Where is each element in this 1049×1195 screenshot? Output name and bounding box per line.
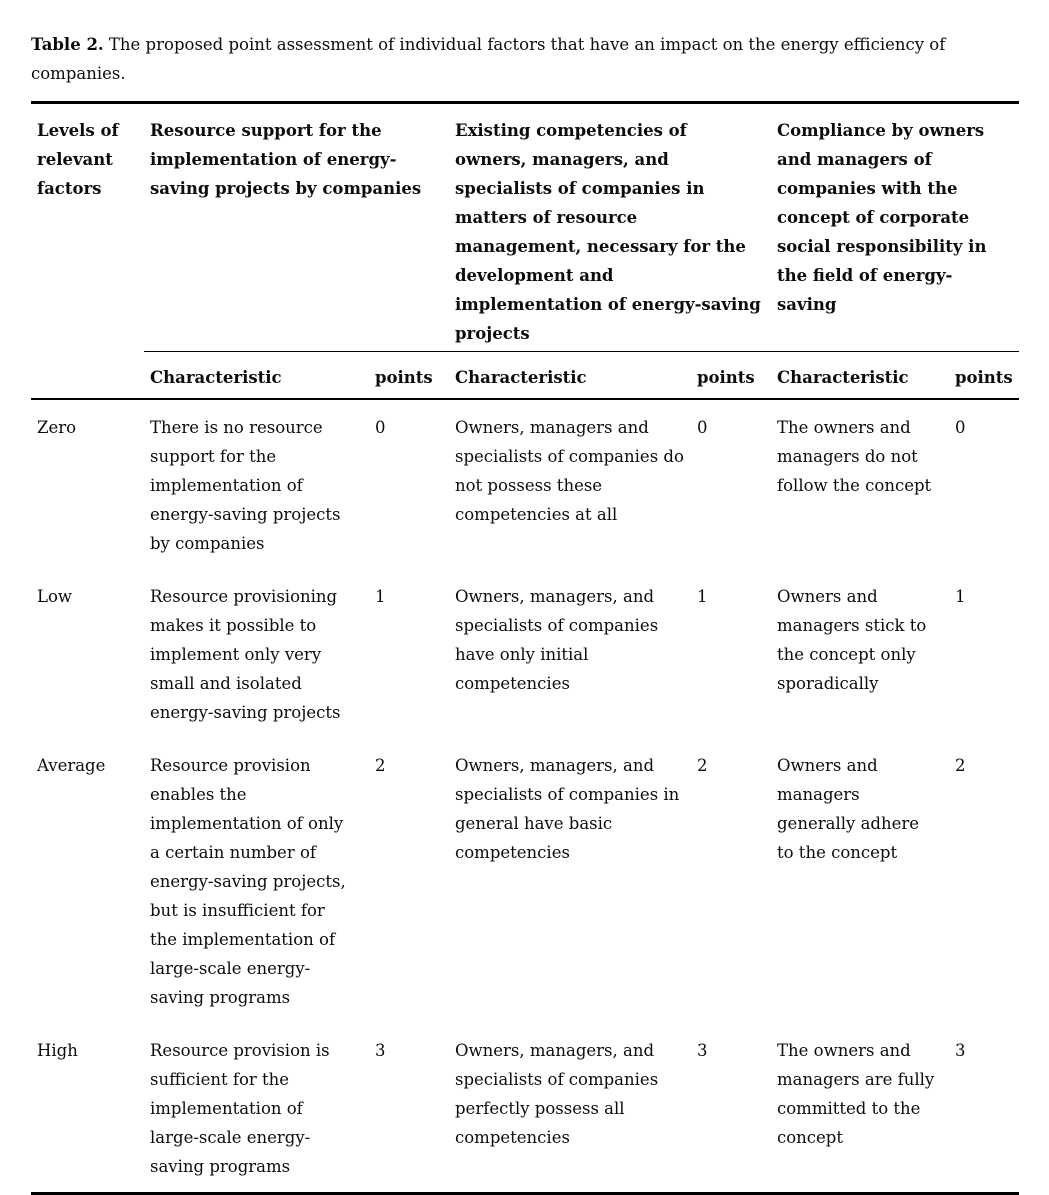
competencies-characteristic-cell: Owners, managers and specialists of companies do not possess these competencies at all <box>455 418 684 524</box>
characteristic-column-header-3: Characteristic <box>771 352 949 400</box>
points-column-header-3: points <box>949 352 1019 400</box>
resource-support-points-cell: 0 <box>375 418 386 437</box>
csr-compliance-characteristic-cell: The owners and managers do not follow the concept <box>777 418 932 495</box>
table-row-high <box>31 1023 1019 1194</box>
table-caption-text: The proposed point assessment of individual factors that have an impact on the energy efficiency of companies. <box>31 35 946 83</box>
assessment-table <box>31 101 1019 1195</box>
table-caption <box>31 30 1009 88</box>
table-header <box>31 103 1019 400</box>
table-caption-label: Table 2. <box>31 35 104 54</box>
resource-support-points-cell: 1 <box>375 587 386 606</box>
resource-support-characteristic-cell: There is no resource support for the implementation of energy-saving projects by companies <box>150 418 341 553</box>
table-row-zero <box>31 399 1019 569</box>
competencies-characteristic-cell: Owners, managers, and specialists of companies in general have basic competencies <box>455 756 680 862</box>
csr-compliance-characteristic-cell: Owners and managers generally adhere to the concept <box>777 756 920 862</box>
competencies-characteristic-cell: Owners, managers, and specialists of companies have only initial competencies <box>455 587 659 693</box>
csr-compliance-points-cell: 0 <box>955 418 966 437</box>
level-cell: High <box>37 1041 78 1060</box>
resource-support-points-cell: 2 <box>375 756 386 775</box>
resource-support-characteristic-cell: Resource provisioning makes it possible to implement only very small and isolated energy-saving projects <box>150 587 341 722</box>
table-row-low <box>31 569 1019 738</box>
csr-compliance-points-cell: 1 <box>955 587 966 606</box>
group-header-competencies: Existing competencies of owners, managers, and specialists of companies in matters of resource management, necessary for the development and implementation of energy-saving projects <box>449 103 771 352</box>
resource-support-points-cell: 3 <box>375 1041 386 1060</box>
competencies-characteristic-cell: Owners, managers, and specialists of companies perfectly possess all competencies <box>455 1041 659 1147</box>
levels-column-header: Levels of relevant factors <box>31 103 144 400</box>
level-cell: Low <box>37 587 73 606</box>
csr-compliance-points-cell: 2 <box>955 756 966 775</box>
group-header-row <box>31 103 1019 352</box>
characteristic-column-header-2: Characteristic <box>449 352 691 400</box>
csr-compliance-characteristic-cell: The owners and managers are fully committed to the concept <box>777 1041 935 1147</box>
group-header-csr-compliance: Compliance by owners and managers of companies with the concept of corporate social responsibility in the field of energy-saving <box>771 103 1019 352</box>
csr-compliance-characteristic-cell: Owners and managers stick to the concept only sporadically <box>777 587 927 693</box>
sub-header-row <box>31 352 1019 400</box>
competencies-points-cell: 3 <box>697 1041 708 1060</box>
competencies-points-cell: 2 <box>697 756 708 775</box>
points-column-header-2: points <box>691 352 771 400</box>
table-body <box>31 399 1019 1194</box>
competencies-points-cell: 1 <box>697 587 708 606</box>
competencies-points-cell: 0 <box>697 418 708 437</box>
csr-compliance-points-cell: 3 <box>955 1041 966 1060</box>
characteristic-column-header-1: Characteristic <box>144 352 369 400</box>
points-column-header-1: points <box>369 352 449 400</box>
table-row-average <box>31 738 1019 1023</box>
resource-support-characteristic-cell: Resource provision enables the implementation of only a certain number of energy-saving projects, but is insufficient for the implementation of large-scale energy-saving programs <box>150 756 346 1007</box>
group-header-resource-support: Resource support for the implementation of energy-saving projects by companies <box>144 103 449 352</box>
level-cell: Average <box>37 756 106 775</box>
resource-support-characteristic-cell: Resource provision is sufficient for the implementation of large-scale energy-saving programs <box>150 1041 330 1176</box>
level-cell: Zero <box>37 418 77 437</box>
